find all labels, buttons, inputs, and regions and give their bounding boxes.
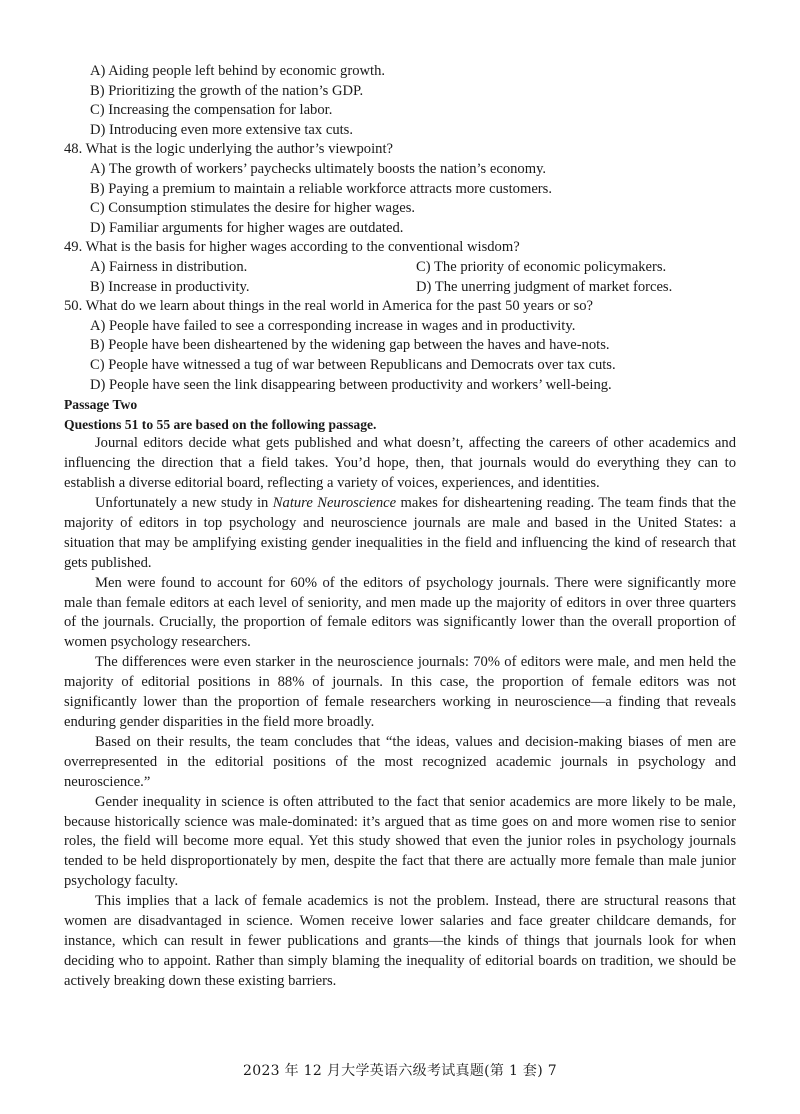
paragraph-3: Men were found to account for 60% of the editors of psychology journals. There were significantly more male than female editors at each level of seniority, and men made up the majority of editors in over three quarters of the journals. Crucially, the proportion of female editors was significantly lower than the overall proportion of women psychology researchers. [64,574,736,651]
question-49-row-1 [64,258,736,278]
paragraph-2 [64,494,736,574]
journal-title: Nature Neuroscience [272,495,397,511]
option-50a: A) People have failed to see a corresponding increase in wages and in productivity. [90,317,576,334]
option-47a: A) Aiding people left behind by economic growth. [90,63,386,79]
question-49-stem: 49. What is the basis for higher wages according to the conventional wisdom? [64,239,520,256]
option-48a: A) The growth of workers’ paychecks ultimately boosts the nation’s economy. [90,160,547,177]
passage-title: Passage Two [64,397,138,413]
option-49a: A) Fairness in distribution. [90,258,248,275]
option-50d: D) People have seen the link disappearing between productivity and workers’ well-being. [90,376,612,393]
question-48-stem: 48. What is the logic underlying the author’s viewpoint? [64,141,393,158]
passage-instruction: Questions 51 to 55 are based on the following passage. [64,416,377,432]
option-49d: D) The unerring judgment of market forces. [416,278,673,295]
passage-body [64,434,736,991]
question-48 [64,140,736,238]
option-50b: B) People have been disheartened by the widening gap between the haves and have-nots. [90,337,610,354]
exam-page [64,62,736,992]
question-50 [64,297,736,395]
page-footer: 2023 年 12 月大学英语六级考试真题(第 1 套) 7 [243,1063,557,1079]
option-47b: B) Prioritizing the growth of the nation’s GDP. [90,82,364,99]
paragraph-2-rest: makes for disheartening reading. The team finds that the majority of editors in top psychology and neuroscience journals are male and based in the United States: a situation that may be amplifying existing gender inequalities in the field and influencing the kind of research that gets published. [64,495,736,571]
option-49b: B) Increase in productivity. [90,278,250,295]
paragraph-7: This implies that a lack of female academics is not the problem. Instead, there are structural reasons that women are disadvantaged in science. Women receive lower salaries and face greater childcare demands, for instance, which can result in fewer publications and grants—the kinds of things that journals look for when deciding who to appoint. Rather than simply blaming the inequality of editorial boards on tradition, we should be actively breaking down these existing barriers. [64,893,736,989]
option-48c: C) Consumption stimulates the desire for higher wages. [90,200,416,217]
option-47d: D) Introducing even more extensive tax cuts. [90,121,354,138]
option-48d: D) Familiar arguments for higher wages are outdated. [90,219,404,236]
paragraph-2-start: Unfortunately a new study in [95,495,273,511]
paragraph-1: Journal editors decide what gets published and what doesn’t, affecting the careers of other academics and influencing the direction that a field takes. You’d hope, then, that journals would do everything they can to establish a diverse editorial board, reflecting a variety of voices, experiences, and identities. [64,435,736,492]
option-49c: C) The priority of economic policymakers. [416,258,667,275]
option-50c: C) People have witnessed a tug of war between Republicans and Democrats over tax cuts. [90,356,616,373]
question-47-options [64,62,736,140]
paragraph-5: Based on their results, the team concludes that “the ideas, values and decision-making biases of men are overrepresented in the editorial positions of the most recognized academic journals in psychology and neuroscience.” [64,733,736,790]
option-48b: B) Paying a premium to maintain a reliable workforce attracts more customers. [90,180,552,197]
paragraph-4: The differences were even starker in the neuroscience journals: 70% of editors were male, and men held the majority of editorial positions in 88% of journals. In this case, the proportion of female editors was not significantly lower than the proportion of female researchers working in neuroscience—a finding that reveals enduring gender disparities in the field more broadly. [64,654,736,730]
question-49-row-2 [64,278,736,298]
question-50-stem: 50. What do we learn about things in the real world in America for the past 50 years or so? [64,298,594,315]
question-49 [64,238,736,297]
option-47c: C) Increasing the compensation for labor. [90,102,333,119]
paragraph-6: Gender inequality in science is often attributed to the fact that senior academics are more likely to be male, because historically science was male-dominated: it’s argued that as time goes on and more women rise to senior roles, the field will become more equal. Yet this study showed that even the junior roles in psychology journals tended to be held disproportionately by men, despite the fact that there are actually more female than male junior psychology faculty. [64,793,736,890]
